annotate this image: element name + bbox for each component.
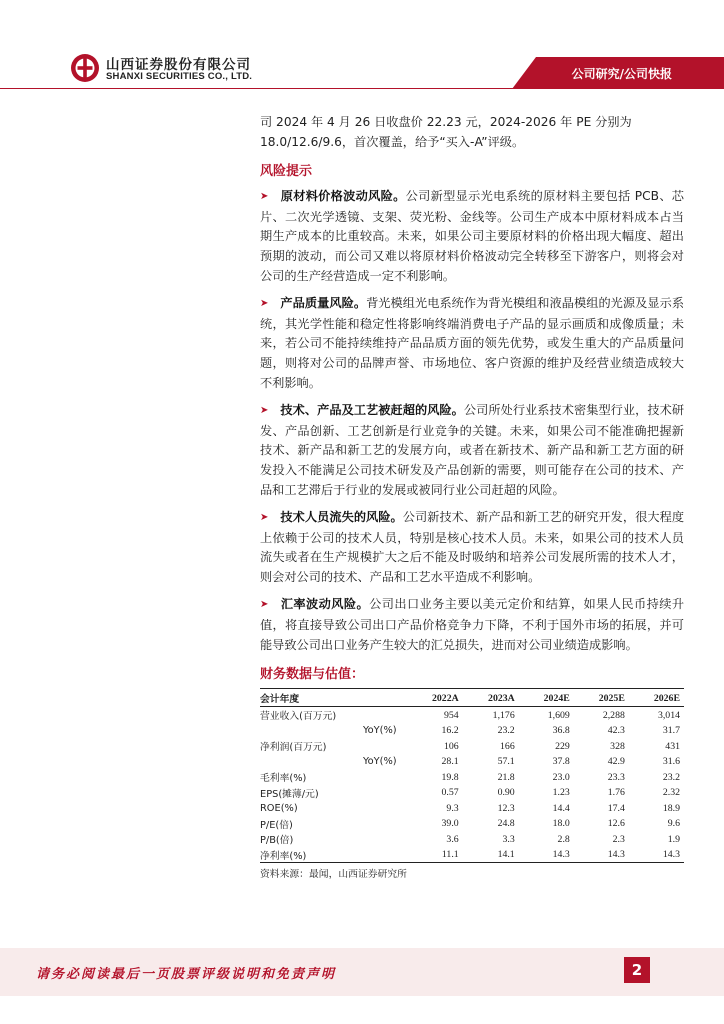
table-cell: 2.3 <box>612 833 625 845</box>
table-cell: 36.8 <box>552 725 570 736</box>
table-cell: 18.0 <box>552 818 570 829</box>
row-label: YoY(%) <box>363 756 397 767</box>
table-row <box>260 707 684 723</box>
table-cell: 23.2 <box>497 725 515 736</box>
bullet-arrow-icon: ➤ <box>260 298 269 310</box>
company-name-cn: 山西证券股份有限公司 <box>106 57 251 73</box>
row-label: P/B(倍) <box>260 835 294 846</box>
table-cell: 954 <box>443 709 459 721</box>
row-label: ROE(%) <box>260 802 298 814</box>
risk-item-title: 技术人员流失的风险。 <box>280 510 403 525</box>
risk-item-title: 汇率波动风险。 <box>280 597 370 612</box>
table-cell: 2.32 <box>662 787 680 798</box>
table-cell: 229 <box>555 740 570 752</box>
table-cell: 431 <box>665 740 680 752</box>
table-row <box>260 785 684 801</box>
table-row <box>260 723 684 739</box>
risk-item-text: 公司出口业务主要以美元定价和结算，如果人民币持续升值，将直接导致公司出口产品价格竞争力下降，不利于国外市场的拓展，并可能导致公司出口业务产生较大的汇兑损失，进而对公司业绩造成影响。 <box>260 597 685 652</box>
table-cell: 21.8 <box>497 771 515 783</box>
table-cell: 106 <box>443 740 459 752</box>
intro-paragraph: 司 2024 年 4 月 26 日收盘价 22.23 元，2024-2026 年 PE 分别为 18.0/12.6/9.6，首次覆盖，给予“买入-A”评级。 <box>260 115 632 149</box>
risk-item-text: 公司新技术、新产品和新工艺的研究开发，很大程度上依赖于公司的技术人员，特别是核心技术人员。未来，如果公司的技术人员流失或者在生产规模扩大之后不能及时吸纳和培养公司发展所需的技术人才，则会对公司的技术、产品和工艺水平造成不利影响。 <box>260 510 685 584</box>
table-cell: 3,014 <box>657 709 680 721</box>
table-cell: 1,609 <box>547 709 570 721</box>
column-header: 会计年度 <box>260 689 407 707</box>
table-cell: 23.3 <box>607 771 625 783</box>
main-content <box>260 113 684 880</box>
row-label: 净利率(%) <box>260 847 407 863</box>
row-label: P/E(倍) <box>260 819 293 831</box>
table-cell: 42.3 <box>607 725 625 736</box>
table-cell: 14.1 <box>463 847 519 863</box>
row-label: 毛利率(%) <box>260 773 307 784</box>
risk-item <box>260 595 684 655</box>
table-cell: 23.2 <box>662 771 680 783</box>
column-header: 2022A <box>407 689 463 707</box>
table-cell: 3.6 <box>446 833 459 845</box>
footer-disclaimer: 请务必阅读最后一页股票评级说明和免责声明 <box>36 967 337 982</box>
row-label: YoY(%) <box>363 725 397 736</box>
row-label: EPS(摊薄/元) <box>260 788 319 800</box>
table-cell: 3.3 <box>502 833 515 845</box>
table-row <box>260 769 684 785</box>
column-header: 2023A <box>463 689 519 707</box>
table-cell: 14.4 <box>552 802 570 814</box>
table-cell: 14.3 <box>519 847 574 863</box>
table-cell: 17.4 <box>607 802 625 814</box>
bullet-arrow-icon: ➤ <box>260 405 269 417</box>
table-cell: 9.6 <box>667 818 680 829</box>
column-header: 2024E <box>519 689 574 707</box>
table-cell: 0.90 <box>497 787 515 798</box>
table-cell: 0.57 <box>441 787 459 798</box>
row-label: 营业收入(百万元) <box>260 711 337 722</box>
risk-item <box>260 401 684 500</box>
table-cell: 12.6 <box>607 818 625 829</box>
table-cell: 328 <box>610 740 625 752</box>
table-cell: 24.8 <box>497 818 515 829</box>
bullet-arrow-icon: ➤ <box>260 191 269 203</box>
table-header-row <box>260 689 684 707</box>
row-label: 净利润(百万元) <box>260 742 327 753</box>
financials-table <box>260 688 684 863</box>
table-cell: 28.1 <box>441 756 459 767</box>
risk-item-text: 公司新型显示光电系统的原材料主要包括 PCB、芯片、二次光学透镜、支架、荧光粉、金线等。公司生产成本中原材料成本占当期生产成本的比重较高。未来，如果公司主要原材料的价格出现大幅度、超出预期的波动，而公司又难以将原材料价格波动完全转移至下游客户，则将会对公司的生产经营造成一定不利影响。 <box>260 189 684 283</box>
table-cell: 16.2 <box>441 725 459 736</box>
table-cell: 1,176 <box>492 709 515 721</box>
table-cell: 23.0 <box>552 771 570 783</box>
table-cell: 9.3 <box>446 802 459 814</box>
table-cell: 1.23 <box>552 787 570 798</box>
table-row <box>260 847 684 863</box>
table-row <box>260 831 684 847</box>
risk-item-text: 背光模组光电系统作为背光模组和液晶模组的光源及显示系统，其光学性能和稳定性将影响终端消费电子产品的显示画质和成像质量；未来，若公司不能持续维持产品品质方面的领先优势，或发生重大的产品质量问题，则将对公司的品牌声誉、市场地位、客户资源的维护及经营业绩造成较大不利影响。 <box>260 296 685 390</box>
table-row <box>260 816 684 832</box>
table-cell: 1.9 <box>667 833 680 845</box>
table-cell: 14.3 <box>629 847 684 863</box>
table-cell: 37.8 <box>552 756 570 767</box>
table-cell: 39.0 <box>441 818 459 829</box>
table-source-note: 资料来源：最闻，山西证券研究所 <box>260 869 407 881</box>
report-type-label: 公司研究/公司快报 <box>571 67 672 81</box>
financials-title: 财务数据与估值： <box>260 667 365 683</box>
page-number: 2 <box>624 957 650 983</box>
table-cell: 31.7 <box>662 725 680 736</box>
column-header: 2026E <box>629 689 684 707</box>
table-cell: 57.1 <box>497 756 515 767</box>
risk-item-title: 原材料价格波动风险。 <box>280 189 406 204</box>
risk-item-text: 公司所处行业系技术密集型行业，技术研发、产品创新、工艺创新是行业竞争的关键。未来，如果公司不能准确把握新技术、新产品和新工艺的发展方向，或者在新技术、新产品和新工艺方面的研发投入不能满足公司技术研发及产品创新的需要，则可能存在公司的技术、产品和工艺滞后于行业的发展或被同行业公司赶超的风险。 <box>260 403 685 497</box>
table-cell: 166 <box>500 740 515 752</box>
table-cell: 42.9 <box>607 756 625 767</box>
table-cell: 11.1 <box>407 847 463 863</box>
table-cell: 12.3 <box>497 802 515 814</box>
table-cell: 2.8 <box>557 833 570 845</box>
company-name-en: SHANXI SECURITIES CO., LTD. <box>106 71 253 82</box>
table-cell: 31.6 <box>662 756 680 767</box>
table-row <box>260 800 684 816</box>
bullet-arrow-icon: ➤ <box>260 599 269 611</box>
table-cell: 14.3 <box>574 847 629 863</box>
risk-section-title: 风险提示 <box>260 164 313 180</box>
risk-list <box>260 187 684 655</box>
risk-item <box>260 187 684 286</box>
table-cell: 19.8 <box>441 771 459 783</box>
bullet-arrow-icon: ➤ <box>260 512 269 524</box>
risk-item <box>260 294 684 393</box>
risk-item-title: 技术、产品及工艺被赶超的风险。 <box>280 403 464 418</box>
table-cell: 2,288 <box>602 709 625 721</box>
table-row <box>260 738 684 754</box>
column-header: 2025E <box>574 689 629 707</box>
table-cell: 18.9 <box>662 802 680 814</box>
risk-item-title: 产品质量风险。 <box>280 296 367 311</box>
risk-item <box>260 508 684 587</box>
table-cell: 1.76 <box>607 787 625 798</box>
table-row <box>260 754 684 770</box>
